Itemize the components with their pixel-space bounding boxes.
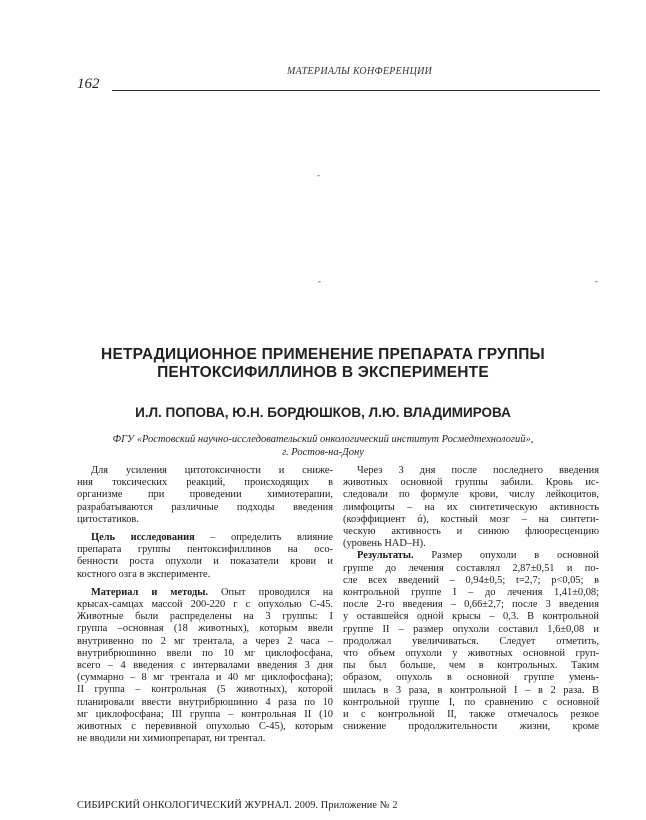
section-heading: Результаты. xyxy=(357,550,414,562)
text-line: не вводили ни химиопрепарат, ни трентал. xyxy=(77,733,266,745)
text-line: (суммарно – 8 мг трентала и 40 мг циклофосфана); xyxy=(77,672,333,684)
text-line: планировали ввести внутрибрюшинно 4 раза по 10 xyxy=(77,696,333,708)
text-line: бенности роста опухоли и показатели крови и xyxy=(77,556,333,568)
text-line: организме при проведении химиотерапии, xyxy=(77,489,333,501)
text-line: после 2-го введения – 0,66±2,7; после 3 введения xyxy=(343,599,599,611)
text-line: Для усиления цитотоксичности и сниже- xyxy=(91,465,333,476)
text-line: что объем опухоли у животных основной груп- xyxy=(343,648,599,660)
text-line: контрольной группе I, по сравнению с основной xyxy=(343,696,599,708)
title-line: НЕТРАДИЦИОННОЕ ПРИМЕНЕНИЕ ПРЕПАРАТА ГРУППЫ xyxy=(101,346,545,363)
conference-header: МАТЕРИАЛЫ КОНФЕРЕНЦИИ xyxy=(287,66,433,77)
text-line: Животные были распределены на 3 группы: I xyxy=(77,611,333,623)
text-line xyxy=(77,587,333,599)
text-line: сле всех введений – 0,94±0,5; t=2,7; p<0,05; в xyxy=(343,574,599,586)
text-line: образом, опухоль в основной группе умень- xyxy=(343,672,599,684)
text-line: и с контрольной II, также отмечалось резкое xyxy=(343,709,599,721)
text-line: следовали по формуле крови, числу лейкоцитов, xyxy=(343,489,599,501)
text-line: (уровень НАD–Н). xyxy=(343,538,426,550)
text-line: крысах-самцах массой 200-220 г с опухолью С-45. xyxy=(77,599,333,611)
text-line: контрольной группе I – до лечения 1,41±0,08; xyxy=(343,587,599,599)
affiliation-line: г. Ростов-на-Дону xyxy=(282,447,364,458)
article-title xyxy=(60,346,586,382)
authors: И.Л. ПОПОВА, Ю.Н. БОРДЮШКОВ, Л.Ю. ВЛАДИМИРОВА xyxy=(135,405,511,420)
text-line: группа –основная (18 животных), которым ввели xyxy=(77,623,333,635)
text-line: костного озга в эксперименте. xyxy=(77,568,211,580)
text-fragment: – определить влияние xyxy=(194,532,333,544)
journal-footer: СИБИРСКИЙ ОНКОЛОГИЧЕСКИЙ ЖУРНАЛ. 2009. Приложение № 2 xyxy=(77,800,398,811)
left-column xyxy=(77,465,333,745)
text-line: мг циклофосфана; III группа – контрольная II (10 xyxy=(77,708,333,720)
dash-mark: - xyxy=(317,170,320,180)
text-line: препарата группы пентоксифиллинов на осо- xyxy=(77,544,333,556)
text-line: у оставшейся одной крысы – 0,3. В контрольной xyxy=(343,611,599,623)
section-heading: Материал и методы. xyxy=(91,586,208,598)
text-line: ния токсических реакций, происходящих в xyxy=(77,477,333,489)
text-line: (коэффициент ά), костный мозг – на синтети- xyxy=(343,513,599,525)
dash-mark: - xyxy=(318,276,321,286)
section-heading: Цель исследования xyxy=(91,532,195,544)
text-line xyxy=(77,532,333,544)
affiliation-line: ФГУ «Ростовский научно-исследовательский онкологический институт Росмедтехнологий», xyxy=(112,434,534,445)
text-line: продолжал увеличиваться. Следует отметить, xyxy=(343,635,599,647)
text-line: животных с перевивной опухолью С-45), которым xyxy=(77,721,333,733)
text-line: цитостатиков. xyxy=(77,513,139,525)
text-line: Через 3 дня после последнего введения xyxy=(357,465,599,476)
text-line: разрабатываются различные подходы введения xyxy=(77,501,333,513)
text-line: шилась в 3 раза, в контрольной I – в 2 раза. В xyxy=(343,684,599,696)
dash-mark: - xyxy=(595,276,598,286)
title-line: ПЕНТОКСИФИЛЛИНОВ В ЭКСПЕРИМЕНТЕ xyxy=(157,364,489,381)
text-fragment: Опыт проводился на xyxy=(207,586,333,598)
text-line: пы был больше, чем в контрольных. Таким xyxy=(343,660,599,672)
text-fragment: Размер опухоли в основной xyxy=(413,550,599,562)
text-line: лимфоциты – на их синтетическую активность xyxy=(343,501,599,513)
text-line: снижение продолжительности жизни, кроме xyxy=(343,721,599,733)
right-column xyxy=(343,465,599,733)
text-line: группе до лечения составлял 2,87±0,51 и по- xyxy=(343,562,599,574)
text-line: животных основной группы забили. Кровь ис- xyxy=(343,477,599,489)
text-line xyxy=(343,550,599,562)
page-number: 162 xyxy=(77,76,100,92)
text-line: внутривенно по 2 мг трентала, а через 2 часа – xyxy=(77,635,333,647)
text-line: ческую активность и синюю флюоресценцию xyxy=(343,526,599,538)
affiliation xyxy=(60,433,586,459)
text-line: группе II – размер опухоли составил 1,6±0,08 и xyxy=(343,623,599,635)
text-line: II группа – контрольная (5 животных), которой xyxy=(77,684,333,696)
header-rule xyxy=(112,90,600,91)
text-line: внутрибрюшинно ввели по 10 мг циклофосфана, xyxy=(77,647,333,659)
text-line: всего – 4 введения с интервалами введения 3 дня xyxy=(77,660,333,672)
